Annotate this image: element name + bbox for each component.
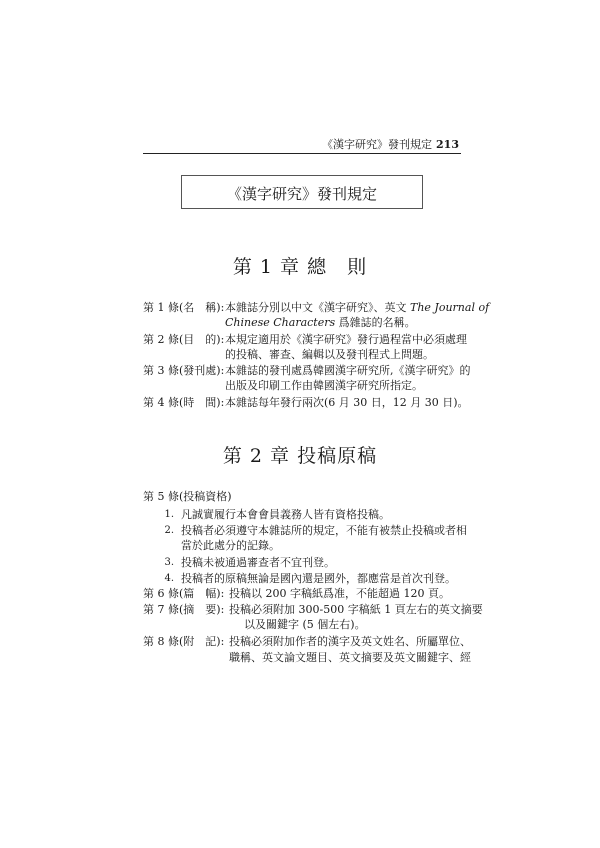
article-2-line-2: 的投稿、審查、編輯以及發刊程式上問題。: [225, 348, 434, 361]
article-8-label: 第 8 條(附 記):: [143, 635, 225, 648]
page-number: 213: [436, 138, 459, 151]
article-7-label: 第 7 條(摘 要):: [143, 603, 225, 616]
article-6-line-1: 投稿以 200 字稿紙爲准，不能超過 120 頁。: [229, 587, 450, 600]
article-2-line-1: 本規定適用於《漢字研究》發行過程當中必須處理: [225, 333, 467, 346]
article-4-label: 第 4 條(時 間):: [143, 396, 225, 409]
running-head-title: 《漢字研究》發刊規定: [322, 138, 433, 151]
article-2-label: 第 2 條(目 的):: [143, 333, 225, 346]
article-4-line-1: 本雜誌每年發行兩次(6 月 30 日，12 月 30 日)。: [225, 396, 469, 409]
article-6-label: 第 6 條(篇 幅):: [143, 587, 225, 600]
article-1-line-2: Chinese Characters 爲雜誌的名稱。: [225, 316, 416, 329]
chapter-1-heading: 第 1 章 總 則: [232, 256, 368, 278]
item-3-text: 投稿未被通過審查者不宜刊登。: [181, 556, 335, 569]
chapter-2-heading: 第 2 章 投稿原稿: [222, 445, 378, 467]
running-head-text: [322, 136, 459, 152]
document-title-box: [181, 175, 423, 209]
item-3-number: 3.: [164, 557, 174, 568]
item-2-text-1: 投稿者必須遵守本雜誌所的規定，不能有被禁止投稿或者相: [181, 524, 467, 537]
item-2-number: 2.: [164, 525, 174, 536]
article-7-line-1: 投稿必須附加 300-500 字稿紙 1 頁左右的英文摘要: [229, 603, 483, 616]
article-1-line-1: 本雜誌分別以中文《漢字研究》、英文 The Journal of: [225, 301, 490, 314]
article-3-line-2: 出版及印刷工作由韓國漢字研究所指定。: [225, 379, 423, 392]
item-2-text-2: 當於此處分的記錄。: [181, 539, 280, 552]
item-4-number: 4.: [164, 573, 174, 584]
item-4-text: 投稿者的原稿無論是國內還是國外，都應當是首次刊登。: [181, 572, 456, 585]
document-title: 《漢字研究》發刊規定: [226, 185, 377, 203]
article-3-label: 第 3 條(發刊處):: [143, 364, 225, 377]
item-1-text: 凡誠實履行本會會員義務人皆有資格投稿。: [181, 508, 390, 521]
item-1-number: 1.: [164, 509, 174, 520]
article-3-line-1: 本雜誌的發刊處爲韓國漢字研究所,《漢字研究》的: [225, 364, 471, 377]
article-7-line-2: 以及關鍵字 (5 個左右)。: [244, 618, 366, 631]
article-8-line-1: 投稿必須附加作者的漢字及英文姓名、所屬單位、: [229, 635, 471, 648]
article-1-label: 第 1 條(名 稱):: [143, 301, 225, 314]
article-5-label: 第 5 條(投稿資格): [143, 490, 232, 503]
running-head: [143, 131, 461, 154]
article-8-line-2: 職稱、英文論文題目、英文摘要及英文關鍵字、經: [229, 651, 471, 664]
